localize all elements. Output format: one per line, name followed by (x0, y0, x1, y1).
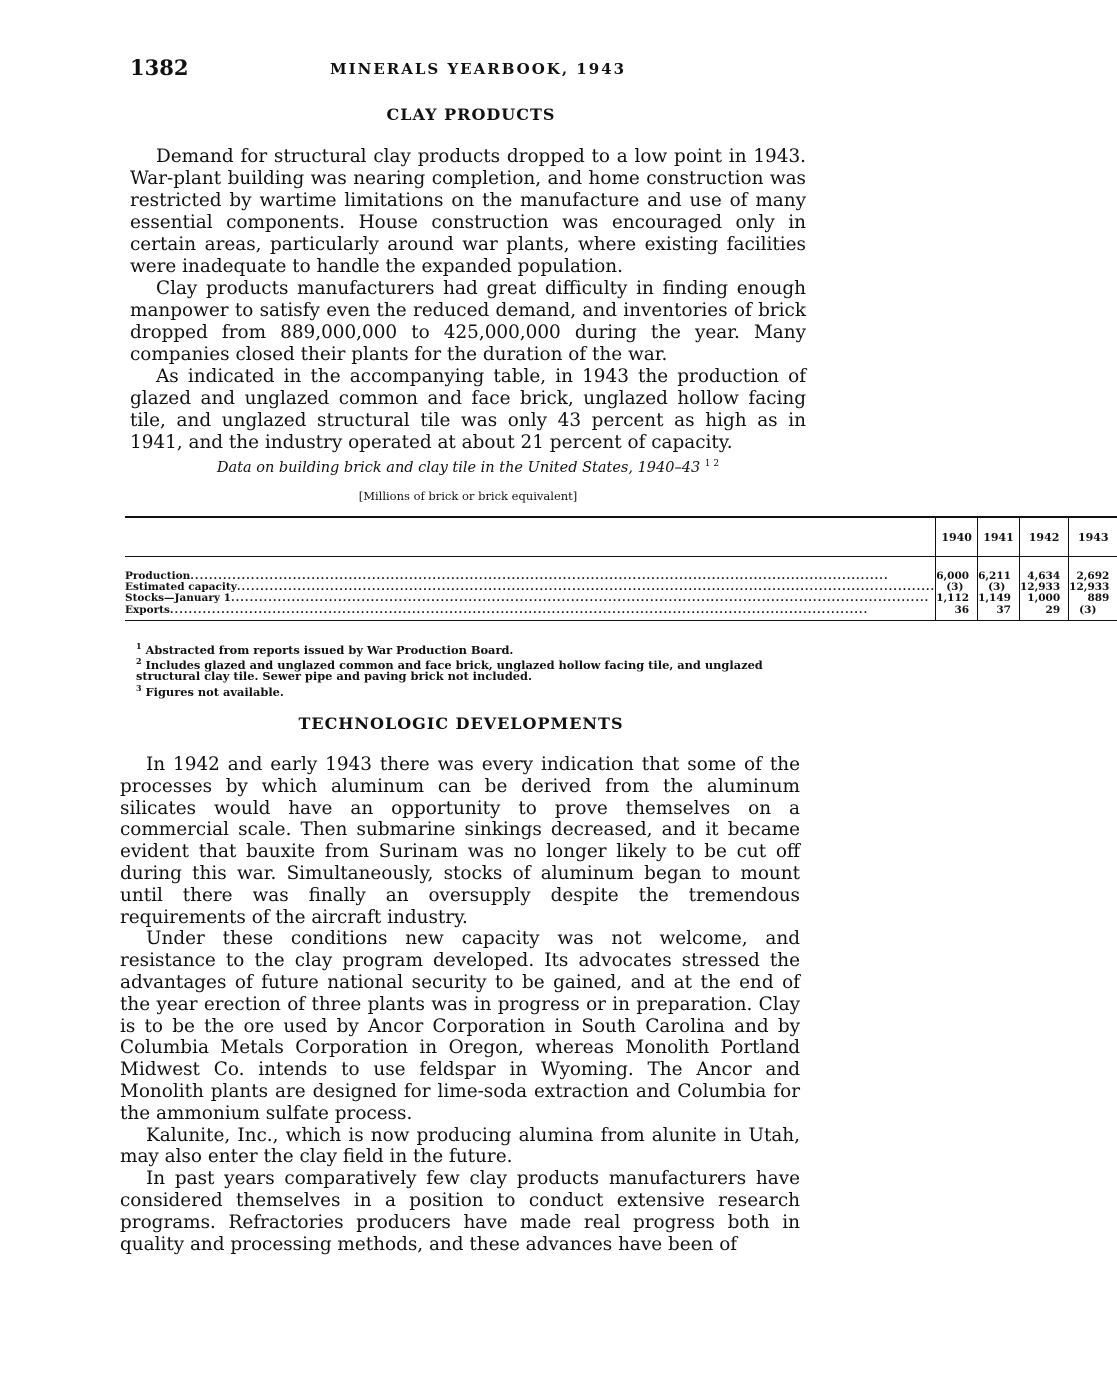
row-label-production: Production ..... (125, 571, 935, 582)
table-cell: 2,692 (1076, 570, 1110, 582)
table-footnotes (120, 641, 810, 698)
row-label-exports: Exports ..... (125, 605, 935, 616)
table-cell: 37 (996, 603, 1011, 616)
table-cell: 1,112 (936, 592, 970, 605)
section-heading-clay-products: CLAY PRODUCTS (386, 105, 556, 124)
section-heading-technologic-developments: TECHNOLOGIC DEVELOPMENTS (298, 714, 624, 733)
column-1940-values (936, 557, 978, 621)
row-labels-cell (125, 557, 936, 621)
table-cell: 6,211 (978, 570, 1011, 582)
paragraph: Under these conditions new capacity was not welcome, and resistance to the clay program developed. Its advocates stressed the advantages of future national security to be gained, and at the end of the year erection of three plants was in progress or in preparation. Clay is to be the ore used by Ancor Corporation in South Carolina and by Columbia Metals Corporation in Oregon, whereas Monolith Portland Midwest Co. intends to use feldspar in Wyoming. The Ancor and Monolith plants are designed for lime-soda extraction and Columbia for the ammonium sulfate process. (120, 928, 800, 1124)
table-cell: (3) (988, 581, 1006, 594)
column-1943-values (1069, 557, 1117, 621)
brick-tile-data-table (125, 516, 1117, 621)
paragraph: In past years comparatively few clay products manufacturers have considered themselves in a position to conduct extensive research programs. Refractories producers have made real progress both in quality and processing methods, and these advances have been of (120, 1168, 800, 1255)
column-header-1943: 1943 (1069, 517, 1117, 557)
table-cell: 889 (1087, 592, 1110, 605)
table-cell: 4,634 (1027, 570, 1061, 582)
footnote: $^3$ Figures not available. (136, 682, 284, 699)
table-cell: 36 (954, 603, 970, 616)
technologic-developments-body (120, 754, 800, 1255)
table-caption-text: Data on building brick and clay tile in the United States, 1940–43 (216, 459, 701, 476)
column-1942-values (1019, 557, 1068, 621)
table-cell: (3) (1079, 603, 1097, 616)
table-cell: 1,000 (1027, 592, 1061, 605)
paragraph: Demand for structural clay products dropped to a low point in 1943. War-plant building was nearing completion, and home construction was restricted by wartime limitations on the manufacture and use of many essential components. House construction was encouraged only in certain areas, particularly around war plants, where existing facilities were inadequate to handle the expanded population. (130, 146, 806, 277)
running-header (130, 55, 810, 81)
table-cell: 29 (1045, 603, 1061, 616)
table-caption (128, 459, 808, 476)
table-caption-footnote-refs: 1 2 (704, 459, 720, 469)
table-header-row (125, 517, 1117, 557)
page-number: 1382 (130, 55, 189, 80)
table-stub-header (125, 517, 936, 557)
table-cell: 12,933 (1069, 581, 1110, 594)
footnote: $^2$ Includes glazed and unglazed common and face brick, unglazed hollow facing tile, and unglazed structural clay tile. Sewer pipe and paving brick not included. (136, 656, 763, 684)
table-cell: 6,000 (936, 570, 970, 582)
table-cell: 12,933 (1019, 581, 1061, 594)
paragraph: As indicated in the accompanying table, in 1943 the production of glazed and unglazed common and face brick, unglazed hollow facing tile, and unglazed structural tile was only 43 percent as high as in 1941, and the industry operated at about 21 percent of capacity. (130, 366, 806, 453)
row-label-stocks: Stocks—January 1 ..... (125, 593, 935, 604)
table-body-row (125, 557, 1117, 621)
running-title: MINERALS YEARBOOK, 1943 (330, 60, 627, 78)
column-1941-values (978, 557, 1020, 621)
column-header-1940: 1940 (936, 517, 978, 557)
clay-products-body (130, 146, 806, 454)
column-header-1942: 1942 (1019, 517, 1068, 557)
footnote: $^1$ Abstracted from reports issued by War Production Board. (136, 641, 514, 657)
column-header-1941: 1941 (978, 517, 1020, 557)
paragraph: Kalunite, Inc., which is now producing alumina from alunite in Utah, may also enter the clay field in the future. (120, 1124, 800, 1168)
paragraph: In 1942 and early 1943 there was every indication that some of the processes by which aluminum can be derived from the aluminum silicates would have an opportunity to prove themselves on a commercial scale. Then submarine sinkings decreased, and it became evident that bauxite from Surinam was no longer likely to be cut off during this war. Simultaneously, stocks of aluminum began to mount until there was finally an oversupply despite the tremendous requirements of the aircraft industry. (120, 754, 800, 928)
paragraph: Clay products manufacturers had great difficulty in finding enough manpower to satisfy even the reduced demand, and inventories of brick dropped from 889,000,000 to 425,000,000 during the year. Many companies closed their plants for the duration of the war. (130, 278, 806, 365)
table-cell: 1,149 (978, 592, 1011, 605)
table-units-note: [Millions of brick or brick equivalent] (358, 489, 578, 503)
row-label-estimated-capacity: Estimated capacity ..... (125, 582, 935, 593)
table-cell: (3) (946, 581, 964, 594)
